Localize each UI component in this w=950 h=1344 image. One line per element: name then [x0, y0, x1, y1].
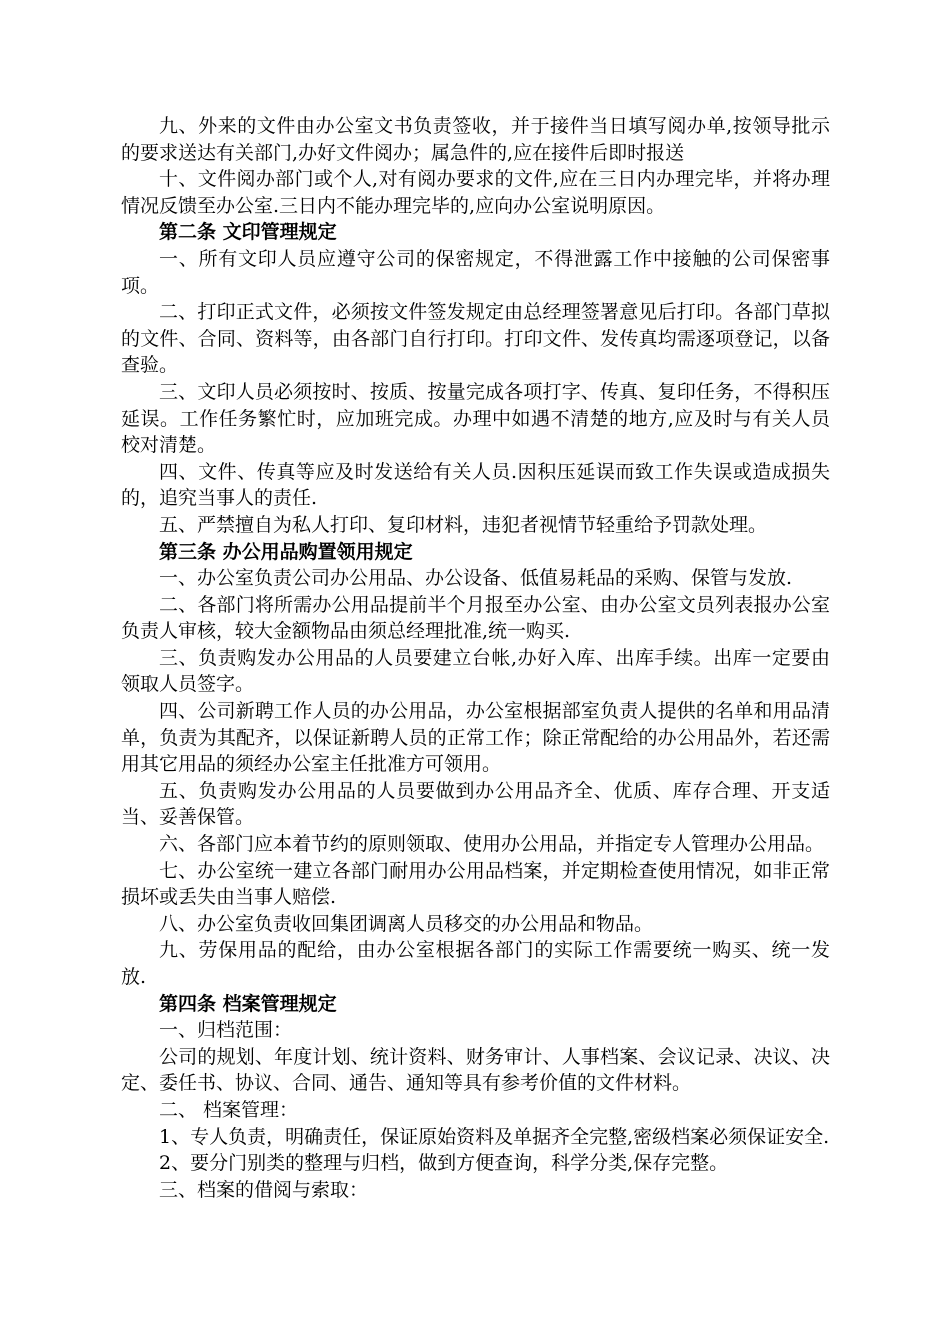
- article-3-item-5: 五、负责购发办公用品的人员要做到办公用品齐全、优质、库存合理、开支适当、妥善保管。: [121, 779, 830, 829]
- article-3-item-9: 九、劳保用品的配给，由办公室根据各部门的实际工作需要统一购买、统一发放.: [121, 939, 830, 988]
- article-3-item-8: 八、办公室负责收回集团调离人员移交的办公用品和物品。: [159, 912, 654, 935]
- article-2-item-4: 四、文件、传真等应及时发送给有关人员.因积压延误而致工作失误或造成损失的，追究当事人的责任.: [121, 460, 830, 510]
- article-2-item-3: 三、文印人员必须按时、按质、按量完成各项打字、传真、复印任务，不得积压延误。工作任务繁忙时，应加班完成。办理中如遇不清楚的地方,应及时与有关人员校对清楚。: [121, 380, 830, 457]
- article-4-item-2-2: 2、要分门别类的整理与归档，做到方便查询，科学分类,保存完整。: [159, 1152, 729, 1175]
- clause-item-10: 十、文件阅办部门或个人,对有阅办要求的文件,应在三日内办理完毕，并将办理情况反馈至办公室.三日内不能办理完毕的,应向办公室说明原因。: [121, 168, 830, 217]
- article-3-item-6: 六、各部门应本着节约的原则领取、使用办公用品，并指定专人管理办公用品。: [159, 833, 825, 856]
- section-heading-article-4: 第四条 档案管理规定: [159, 992, 337, 1015]
- article-3-item-1: 一、办公室负责公司办公用品、办公设备、低值易耗品的采购、保管与发放.: [159, 567, 793, 590]
- article-4-scope: 公司的规划、年度计划、统计资料、财务审计、人事档案、会议记录、决议、决定、委任书、协议、合同、通告、通知等具有参考价值的文件材料。: [121, 1045, 830, 1095]
- article-3-item-3: 三、负责购发办公用品的人员要建立台帐,办好入库、出库手续。出库一定要由领取人员签字。: [121, 646, 830, 696]
- article-4-item-3: 三、档案的借阅与索取：: [159, 1178, 369, 1201]
- article-2-item-2: 二、打印正式文件，必须按文件签发规定由总经理签署意见后打印。各部门草拟的文件、合同、资料等，由各部门自行打印。打印文件、发传真均需逐项登记，以备查验。: [121, 301, 830, 377]
- article-3-item-2: 二、各部门将所需办公用品提前半个月报至办公室、由办公室文员列表报办公室负责人审核，较大金额物品由须总经理批准,统一购买.: [121, 593, 830, 643]
- article-2-item-1: 一、所有文印人员应遵守公司的保密规定，不得泄露工作中接触的公司保密事项。: [121, 247, 830, 297]
- clause-item-9: 九、外来的文件由办公室文书负责签收，并于接件当日填写阅办单,按领导批示的要求送达有关部门,办好文件阅办；属急件的,应在接件后即时报送: [121, 115, 830, 164]
- article-3-item-4: 四、公司新聘工作人员的办公用品，办公室根据部室负责人提供的名单和用品清单，负责为其配齐，以保证新聘人员的正常工作；除正常配给的办公用品外，若还需用其它用品的须经办公室主任批准方可领用。: [121, 700, 830, 776]
- section-heading-article-3: 第三条 办公用品购置领用规定: [159, 540, 413, 563]
- article-4-item-1: 一、归档范围：: [159, 1019, 293, 1042]
- article-4-item-2: 二、 档案管理：: [159, 1098, 299, 1121]
- article-2-item-5: 五、严禁擅自为私人打印、复印材料，违犯者视情节轻重给予罚款处理。: [159, 513, 768, 536]
- article-4-item-2-1: 1、专人负责，明确责任，保证原始资料及单据齐全完整,密级档案必须保证安全.: [159, 1125, 830, 1148]
- document-page: [121, 113, 830, 1203]
- article-3-item-7: 七、办公室统一建立各部门耐用办公用品档案，并定期检查使用情况，如非正常损坏或丢失由当事人赔偿.: [121, 859, 830, 909]
- section-heading-article-2: 第二条 文印管理规定: [159, 221, 337, 244]
